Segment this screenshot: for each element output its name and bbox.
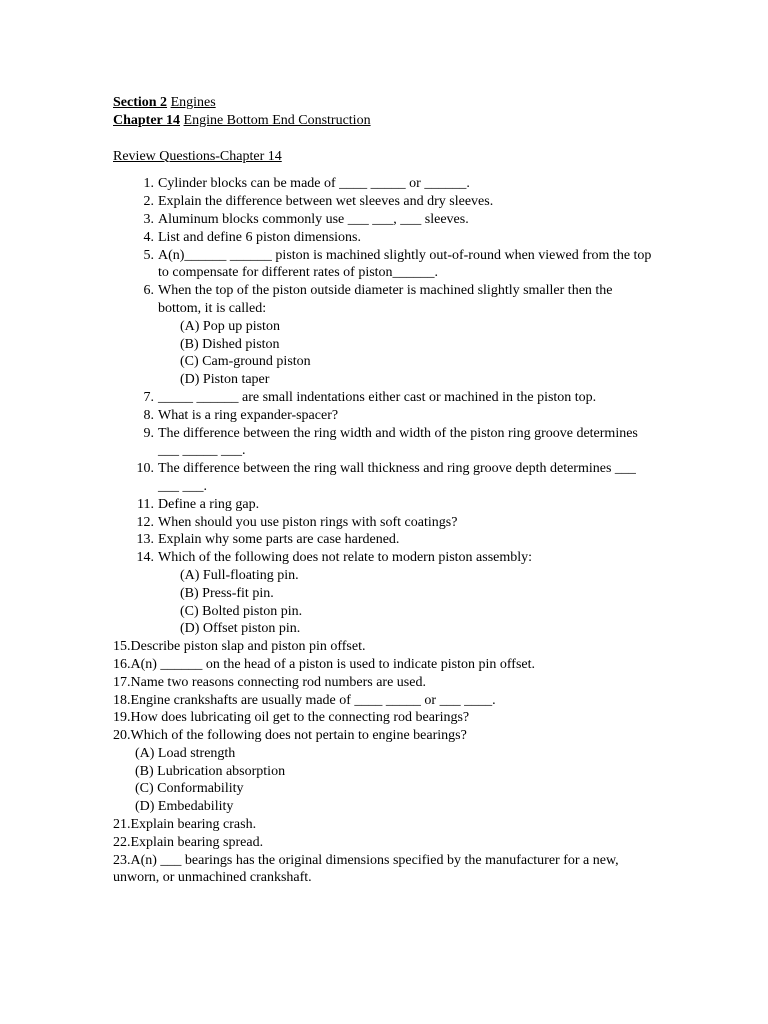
question-text: What is a ring expander-spacer? (158, 407, 339, 423)
question-list-c (113, 638, 653, 745)
question-text: Which of the following does not relate to modern piston assembly: (158, 550, 533, 566)
question-item (113, 175, 653, 193)
question-number: 3. (143, 211, 154, 227)
question-text: Explain why some parts are case hardened. (158, 532, 400, 548)
question-item (113, 638, 653, 656)
question-text: Which of the following does not pertain to engine bearings? (130, 728, 467, 744)
section-label: Section 2 (113, 95, 168, 110)
question-number: 13. (136, 532, 154, 548)
answer-option: (C) Bolted piston pin. (180, 603, 303, 619)
question-list-d (113, 816, 653, 887)
question-number: 16. (113, 656, 131, 672)
question-item (113, 496, 653, 514)
question-text: Cylinder blocks can be made of ____ _____ or ______. (158, 176, 470, 192)
question-number: 9. (143, 425, 154, 441)
question-number: 20. (113, 728, 131, 744)
question-item (113, 211, 653, 229)
answer-option: (B) Lubrication absorption (135, 763, 286, 779)
answer-option: (D) Piston taper (180, 372, 270, 388)
question-number: 17. (113, 674, 131, 690)
question-text: Describe piston slap and piston pin offset. (130, 639, 366, 655)
answer-option: (C) Conformability (135, 781, 244, 797)
review-title: Review Questions-Chapter 14 (113, 148, 282, 164)
question-item (113, 692, 653, 710)
question-item (113, 531, 653, 549)
section-title: Engines (170, 95, 216, 110)
question-item (113, 193, 653, 211)
question-item (113, 407, 653, 425)
q20-options (113, 745, 653, 816)
question-list-b (113, 389, 653, 567)
question-number: 23. (113, 852, 131, 868)
question-text: Engine crankshafts are usually made of ____ _____ or ___ ____. (130, 692, 496, 708)
question-item (113, 389, 653, 407)
question-item (113, 852, 653, 888)
question-number: 5. (143, 247, 154, 263)
chapter-title: Engine Bottom End Construction (183, 112, 371, 128)
section-heading (113, 94, 653, 112)
question-number: 11. (137, 496, 154, 512)
question-text: _____ ______ are small indentations either cast or machined in the piston top. (158, 389, 597, 405)
question-item (113, 282, 653, 318)
answer-option: (D) Embedability (135, 799, 234, 815)
q6-options (113, 318, 653, 389)
answer-option: (D) Offset piston pin. (180, 621, 301, 637)
question-text: Define a ring gap. (158, 496, 260, 512)
question-item (113, 674, 653, 692)
question-item (113, 229, 653, 247)
question-number: 7. (143, 389, 154, 405)
answer-option: (B) Press-fit pin. (180, 585, 274, 601)
question-number: 14. (136, 550, 154, 566)
question-number: 19. (113, 710, 131, 726)
question-text: The difference between the ring wall thickness and ring groove depth determines ___ ___ ___. (158, 461, 636, 494)
question-text: Explain the difference between wet sleeves and dry sleeves. (158, 194, 494, 210)
answer-option: (A) Load strength (135, 745, 236, 761)
question-text: When the top of the piston outside diameter is machined slightly smaller then the bottom, it is called: (158, 283, 613, 316)
document-page (113, 94, 653, 887)
answer-option: (A) Full-floating pin. (180, 567, 299, 583)
question-item (113, 727, 653, 745)
chapter-label: Chapter 14 (113, 112, 181, 128)
question-text: List and define 6 piston dimensions. (158, 229, 361, 245)
question-number: 12. (136, 514, 154, 530)
question-item (113, 514, 653, 532)
question-text: Name two reasons connecting rod numbers are used. (130, 674, 426, 690)
question-text: A(n) ______ on the head of a piston is used to indicate piston pin offset. (130, 656, 536, 672)
question-text: How does lubricating oil get to the connecting rod bearings? (130, 710, 470, 726)
question-item (113, 247, 653, 283)
question-text: A(n) ___ bearings has the original dimensions specified by the manufacturer for a new, unworn, or unmachined crankshaft. (113, 852, 619, 886)
question-text: Explain bearing spread. (130, 834, 264, 850)
answer-option: (C) Cam-ground piston (180, 354, 311, 370)
q14-options (113, 567, 653, 638)
question-number: 4. (143, 229, 154, 245)
answer-option: (B) Dished piston (180, 336, 280, 352)
question-item (113, 816, 653, 834)
question-item (113, 460, 653, 496)
question-text: Explain bearing crash. (130, 817, 257, 833)
question-text: A(n)______ ______ piston is machined slightly out-of-round when viewed from the top to compensate for different rates of piston______. (158, 247, 652, 281)
question-item (113, 425, 653, 461)
question-number: 18. (113, 692, 131, 708)
question-number: 10. (136, 461, 154, 477)
question-item (113, 656, 653, 674)
question-number: 22. (113, 834, 131, 850)
question-number: 2. (143, 194, 154, 210)
question-item (113, 834, 653, 852)
question-number: 15. (113, 639, 131, 655)
question-number: 8. (143, 407, 154, 423)
question-item (113, 709, 653, 727)
question-number: 21. (113, 817, 131, 833)
question-list-a (113, 175, 653, 317)
question-text: When should you use piston rings with soft coatings? (158, 514, 458, 530)
chapter-heading (113, 112, 653, 130)
question-text: Aluminum blocks commonly use ___ ___, ___ sleeves. (158, 211, 469, 227)
answer-option: (A) Pop up piston (180, 318, 280, 334)
question-number: 6. (143, 283, 154, 299)
question-number: 1. (143, 176, 154, 192)
question-text: The difference between the ring width and width of the piston ring groove determines ___ _____ ___. (158, 425, 638, 459)
question-item (113, 549, 653, 567)
